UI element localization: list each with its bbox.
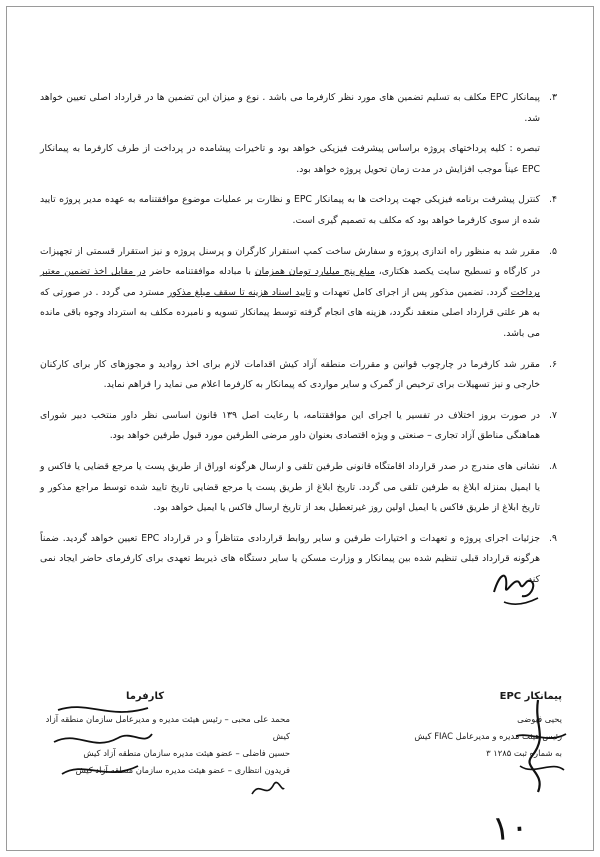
underlined-guarantee: در مقابل اخذ تضمین معتبر پرداخت	[40, 266, 540, 298]
clause-text: نشانی های مندرج در صدر قرارداد اقامتگاه قانونی طرفین تلقی و ارسال هرگونه اوراق از طریق پست یا مرجع قضایی یا فاکس و یا ایمیل بمنزله ابلاغ به طرفین تلقی می گردد. تاریخ ابلاغ از طریق پست یا مرجع قضایی تاریخ تایید شده توسط مراجع مذکور و تاریخ ابلاغ از طریق فاکس یا ایمیل اولین روز غیرتعطیل بعد از تاریخ ارسال فاکس یا ایمیل خواهد بود.	[40, 460, 540, 514]
contractor-role: رئیس هیئت مدیره و مدیرعامل FIAC کیش	[414, 731, 562, 741]
clause-note: تبصره : کلیه پرداختهای پروژه براساس پیشرفت فیزیکی خواهد بود و تاخیرات پیشامده در پرداخت از طرف کارفرما به پیمانکار EPC عیناً موجب افزایش در مدت زمان تحویل پروژه خواهد بود.	[40, 143, 540, 175]
clause-text: کنترل پیشرفت برنامه فیزیکی جهت پرداخت ها به پیمانکار EPC و نظارت بر عملیات موضوع موافقتنامه به عهده مدیر پروژه تایید شده از سوی کارفرما خواهد بود که مکلف به تصمیم گیری است.	[40, 194, 540, 226]
clause-text: در صورت بروز اختلاف در تفسیر یا اجرای این موافقتنامه، با رعایت اصل ۱۳۹ قانون اساسی نظر داور منتخب دبیر شورای هماهنگی مناطق آزاد تجاری – صنعتی و ویژه اقتصادی بعنوان داور مرضی الطرفین مورد قبول طرفین خواهد بود.	[40, 409, 541, 442]
clause-number: ۴.	[549, 194, 557, 206]
clause-5	[40, 242, 562, 345]
clause-number: ۸.	[549, 460, 557, 472]
signature-block	[40, 688, 562, 798]
clause-text-part: مقرر شد به منظور راه اندازی پروژه و سفارش ساخت کمپ استقرار کارگران و پرسنل پروژه و نیز استقرار قسمتی از تجهیزات در کارگاه و تسطیح سایت یکصد هکتاری،	[40, 245, 541, 278]
clause-number: ۵.	[549, 245, 557, 257]
clause-text-part: مسترد می گردد . در صورتی که به هر علتی قرارداد اصلی منعقد نگردد، هزینه های انجام گرفته توسط پیمانکار تسویه و نامبرده مکلف به استرداد وجوه باقی مانده می باشد.	[40, 286, 540, 339]
clause-number: ۹.	[549, 532, 557, 544]
document-body	[40, 88, 562, 600]
contractor-name: یحیی فیوضی	[517, 714, 562, 724]
clause-7	[40, 406, 562, 447]
clause-text: پیمانکار EPC مکلف به تسلیم تضمین های مورد نظر کارفرما می باشد . نوع و میزان این تضمین ها در قرارداد اصلی تعیین خواهد شد.	[40, 92, 540, 124]
clause-number: ۳.	[549, 92, 557, 103]
clause-text: جزئیات اجرای پروژه و تعهدات و اختیارات طرفین و سایر روابط قراردادی متناظراً و در قرارداد EPC تعیین خواهد گردید. ضمناً هرگونه قرارداد قبلی تنظیم شده بین پیمانکار و وزارت مسکن یا سایر دستگاه های ذیربط تعهدی برای کارفرمای حاضر ایجاد نمی کند.	[40, 532, 540, 585]
employer-signatory-3: فریدون انتظاری – عضو هیئت مدیره سازمان منطقه آزاد کیش	[75, 765, 290, 775]
employer-signatory-1: محمد علی محبی – رئیس هیئت مدیره و مدیرعامل سازمان منطقه آزاد کیش	[45, 714, 290, 741]
employer-signatory-2: حسین فاضلی – عضو هیئت مدیره سازمان منطقه آزاد کیش	[83, 748, 290, 758]
contractor-signature	[312, 688, 562, 762]
clause-4	[40, 190, 562, 231]
clause-text: مقرر شد کارفرما در چارچوب قوانین و مقررات منطقه آزاد کیش اقدامات لازم برای اخذ روادید و مجوزهای کار برای کارکنان خارجی و نیز تسهیلات برای ترخیص از گمرک و سایر مواردی که پیمانکار به کارفرما اعلام می نماید را فراهم نماید.	[40, 358, 540, 391]
contractor-heading: پیمانکار EPC	[499, 691, 562, 702]
clause-number: ۷.	[549, 409, 557, 421]
clause-number: ۶.	[549, 358, 557, 370]
underlined-amount: مبلغ پنج میلیارد تومان همزمان	[254, 266, 375, 278]
handwritten-page-number: ۱۰	[490, 806, 530, 850]
clause-text-part: با مبادله موافقتنامه حاضر	[145, 266, 255, 278]
clause-6	[40, 355, 562, 396]
clause-8	[40, 457, 562, 519]
clause-text-part: گردد. تضمین مذکور پس از اجرای کامل تعهدات و	[310, 286, 511, 298]
contractor-registration: به شماره ثبت ۱۲۸۵ ۳	[486, 748, 562, 758]
clause-9	[40, 529, 562, 591]
underlined-cost-approval: تایید اسناد هزینه تا سقف مبلغ مذکور	[167, 286, 311, 298]
clause-3	[40, 88, 562, 129]
employer-heading: کارفرما	[125, 691, 165, 702]
employer-signature	[40, 688, 290, 779]
